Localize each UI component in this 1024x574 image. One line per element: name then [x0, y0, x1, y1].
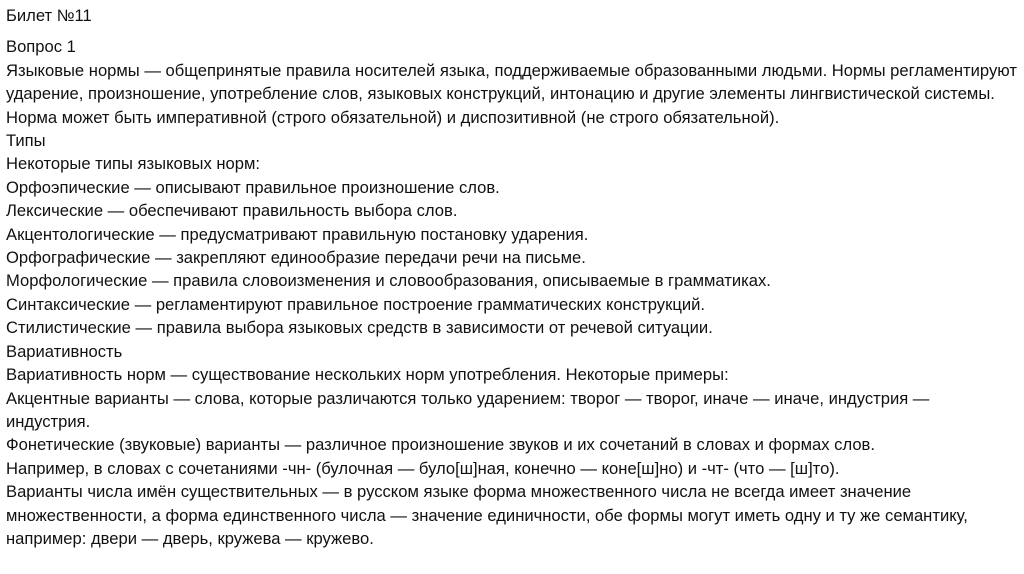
paragraph-number-variants: Варианты числа имён существительных — в русском языке форма множественного числа не всегда имеет значение множественности, а форма единственного числа — значение единичности, обе формы могут иметь одну и ту же семантику, например: двери — дверь, кружева — кружево. — [6, 482, 968, 548]
list-item-syntactic: Синтаксические — регламентируют правильное построение грамматических конструкций. — [6, 294, 705, 314]
list-item-stylistic: Стилистические — правила выбора языковых средств в зависимости от речевой ситуации. — [6, 318, 713, 338]
section-heading-variability: Вариативность — [6, 341, 123, 361]
paragraph-phonetic-example: Например, в словах с сочетаниями -чн- (булочная — було[ш]ная, конечно — коне[ш]но) и -чт- (что — [ш]то). — [6, 458, 840, 478]
section-heading-types: Типы — [6, 131, 46, 151]
list-item-accentological: Акцентологические — предусматривают правильную постановку ударения. — [6, 224, 589, 244]
slide-content — [6, 4, 1018, 550]
paragraph-accent-variants: Акцентные варианты — слова, которые различаются только ударением: творог — творог, иначе — иначе, индустрия — индустрия. — [6, 388, 930, 431]
ticket-title: Билет №11 — [6, 6, 92, 25]
question-title: Вопрос 1 — [6, 37, 76, 57]
paragraph-types-intro: Некоторые типы языковых норм: — [6, 154, 261, 174]
paragraph-variability-intro: Вариативность норм — существование нескольких норм употребления. Некоторые примеры: — [6, 365, 729, 385]
list-item-orthographic: Орфографические — закрепляют единообразие передачи речи на письме. — [6, 248, 586, 268]
paragraph-norm-kinds: Норма может быть императивной (строго обязательной) и диспозитивной (не строго обязательной). — [6, 107, 780, 127]
list-item-lexical: Лексические — обеспечивают правильность выбора слов. — [6, 201, 458, 221]
paragraph-phonetic-variants: Фонетические (звуковые) варианты — различное произношение звуков и их сочетаний в словах и формах слов. — [6, 435, 875, 455]
list-item-orthoepic: Орфоэпические — описывают правильное произношение слов. — [6, 177, 500, 197]
list-item-morphological: Морфологические — правила словоизменения и словообразования, описываемые в грамматиках. — [6, 271, 771, 291]
paragraph-norms-definition: Языковые нормы — общепринятые правила носителей языка, поддерживаемые образованными людьми. Нормы регламентируют ударение, произношение, употребление слов, языковых конструкций, интонацию и другие элементы лингвистической системы. — [6, 60, 1017, 104]
